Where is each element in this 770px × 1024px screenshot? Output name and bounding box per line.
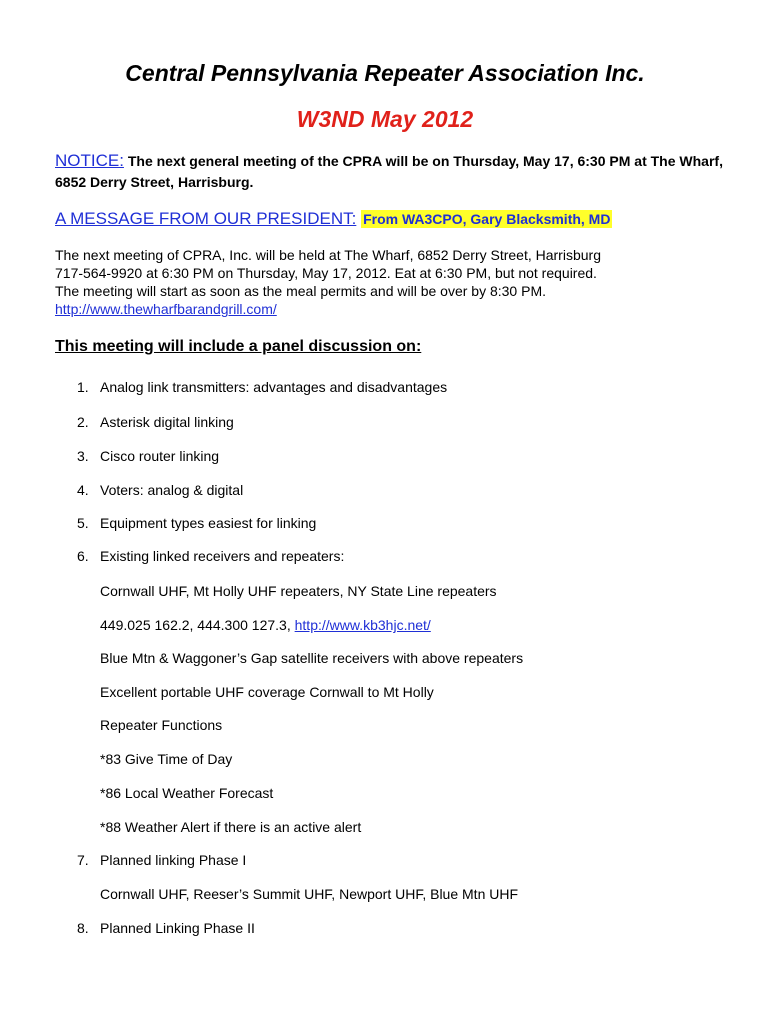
sub-item: *88 Weather Alert if there is an active alert [100,819,362,835]
frequency-text: 449.025 162.2, 444.300 127.3, [100,617,295,633]
list-item: Planned Linking Phase II [100,920,255,936]
sub-item: *86 Local Weather Forecast [100,785,274,801]
list-number: 8. [77,920,89,936]
list-item: Planned linking Phase I [100,852,247,868]
wharf-link[interactable]: http://www.thewharfbarandgrill.com/ [55,301,277,317]
list-number: 4. [77,482,89,498]
sub-item: Blue Mtn & Waggoner’s Gap satellite receivers with above repeaters [100,650,524,666]
kb3hjc-link[interactable]: http://www.kb3hjc.net/ [294,617,431,633]
meeting-paragraph [55,246,735,318]
paragraph-line-1: The next meeting of CPRA, Inc. will be held at The Wharf, 6852 Derry Street, Harrisburg [55,247,601,263]
list-number: 1. [77,379,89,395]
list-item: Cisco router linking [100,448,220,464]
list-item: Equipment types easiest for linking [100,515,317,531]
page-title: Central Pennsylvania Repeater Association Inc. [125,60,645,86]
list-item: Existing linked receivers and repeaters: [100,548,345,564]
sub-item: *83 Give Time of Day [100,751,233,767]
list-item: Voters: analog & digital [100,482,244,498]
panel-heading: This meeting will include a panel discussion on: [55,338,422,355]
sub-item [100,616,431,634]
notice-block [55,150,735,193]
paragraph-line-2: 717-564-9920 at 6:30 PM on Thursday, May 17, 2012. Eat at 6:30 PM, but not required. [55,265,597,281]
president-from-highlight: From WA3CPO, Gary Blacksmith, MD [363,211,611,227]
sub-item: Cornwall UHF, Reeser’s Summit UHF, Newport UHF, Blue Mtn UHF [100,886,519,902]
sub-item: Excellent portable UHF coverage Cornwall to Mt Holly [100,684,434,700]
sub-item: Cornwall UHF, Mt Holly UHF repeaters, NY State Line repeaters [100,583,497,599]
sub-item: Repeater Functions [100,717,223,733]
list-number: 3. [77,448,89,464]
list-number: 6. [77,548,89,564]
list-number: 7. [77,852,89,868]
notice-text: The next general meeting of the CPRA will be on Thursday, May 17, 6:30 PM at The Wharf, 6852 Derry Street, Harrisburg. [55,153,723,190]
president-label: A MESSAGE FROM OUR PRESIDENT: [55,209,357,228]
list-number: 5. [77,515,89,531]
list-number: 2. [77,414,89,430]
notice-label: NOTICE: [55,151,124,170]
list-item: Analog link transmitters: advantages and disadvantages [100,379,448,395]
page-subtitle: W3ND May 2012 [296,106,474,132]
list-item: Asterisk digital linking [100,414,234,430]
paragraph-line-3: The meeting will start as soon as the meal permits and will be over by 8:30 PM. [55,283,546,299]
president-message-header [55,207,735,231]
